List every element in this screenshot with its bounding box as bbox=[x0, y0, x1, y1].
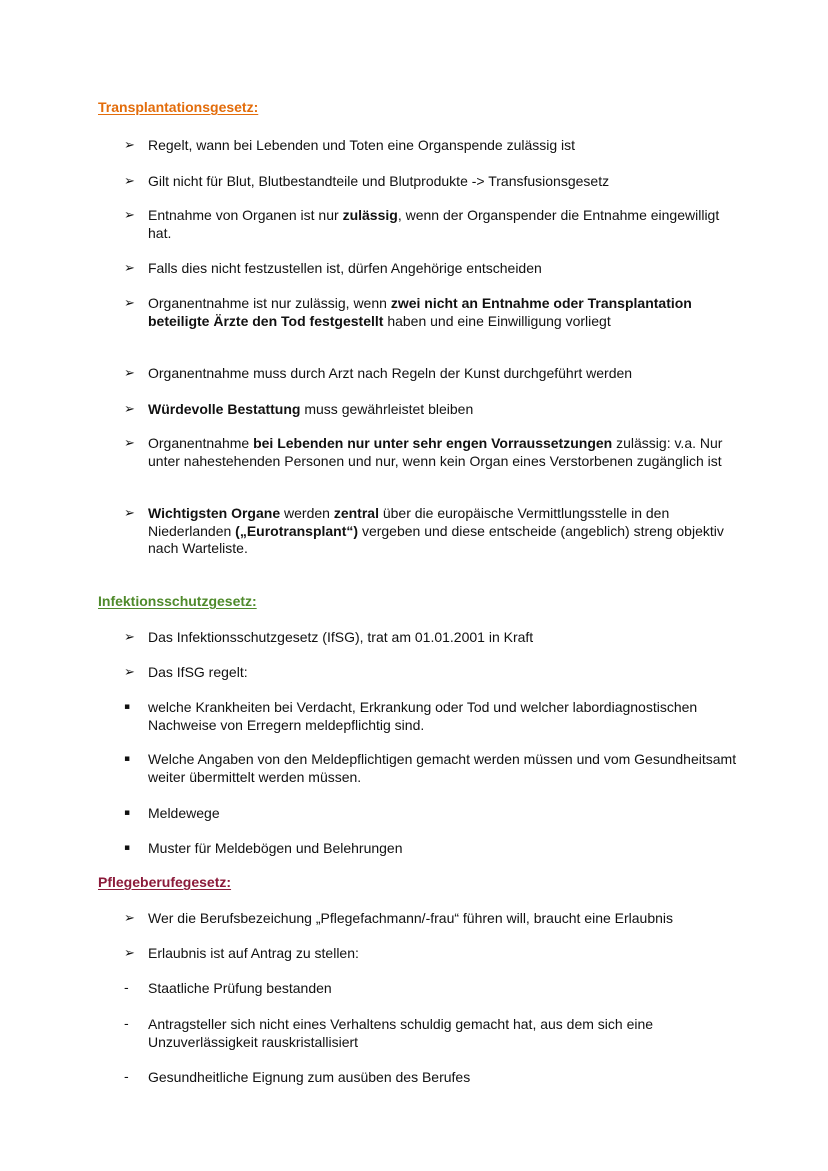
square-bullet-icon: ▪ bbox=[124, 702, 131, 712]
square-bullet-icon: ▪ bbox=[124, 843, 131, 853]
bold-text: Würdevolle Bestattung bbox=[148, 401, 301, 417]
arrow-bullet-icon: ➢ bbox=[124, 946, 135, 961]
list-item-text bbox=[148, 910, 738, 928]
list-item-text bbox=[148, 295, 738, 330]
bold-text: zulässig bbox=[342, 207, 398, 223]
text-run: Entnahme von Organen ist nur bbox=[148, 207, 343, 223]
section-heading-transplantation: Transplantationsgesetz: bbox=[98, 99, 259, 115]
list-item-text bbox=[148, 840, 738, 858]
text-run: Gesundheitliche Eignung zum ausüben des Berufes bbox=[148, 1069, 471, 1085]
text-run: Organentnahme muss durch Arzt nach Regeln der Kunst durchgeführt werden bbox=[148, 365, 633, 381]
arrow-bullet-icon: ➢ bbox=[124, 402, 135, 417]
section-heading-pflege: Pflegeberufegesetz: bbox=[98, 874, 232, 890]
list-item-text bbox=[148, 664, 738, 682]
text-run: Regelt, wann bei Lebenden und Toten eine Organspende zulässig ist bbox=[148, 137, 576, 153]
text-run: Wer die Berufsbezeichung „Pflegefachmann/-frau“ führen will, braucht eine Erlaubnis bbox=[148, 910, 674, 926]
text-run: haben und eine Einwilligung vorliegt bbox=[383, 312, 611, 329]
arrow-bullet-icon: ➢ bbox=[124, 911, 135, 926]
text-run: Organentnahme bbox=[148, 435, 254, 451]
list-item-text bbox=[148, 435, 738, 470]
section-heading-infektion: Infektionsschutzgesetz: bbox=[98, 593, 257, 609]
list-item-text bbox=[148, 699, 738, 734]
text-run: , wenn der Organspender die Entnahme eingewilligt hat. bbox=[148, 207, 720, 241]
text-run: Meldewege bbox=[148, 805, 220, 821]
bold-text: zwei nicht an Entnahme oder Transplantation beteiligte Ärzte den Tod festgestellt bbox=[148, 295, 692, 329]
bold-text: Wichtigsten Organe bbox=[148, 505, 281, 521]
arrow-bullet-icon: ➢ bbox=[124, 296, 135, 311]
arrow-bullet-icon: ➢ bbox=[124, 261, 135, 276]
dash-bullet-icon: - bbox=[124, 1017, 129, 1032]
arrow-bullet-icon: ➢ bbox=[124, 174, 135, 189]
bold-text: bei Lebenden nur unter sehr engen Vorraussetzungen bbox=[253, 435, 613, 451]
text-run: Organentnahme ist nur zulässig, wenn bbox=[148, 295, 391, 311]
arrow-bullet-icon: ➢ bbox=[124, 366, 135, 381]
arrow-bullet-icon: ➢ bbox=[124, 630, 135, 645]
list-item-text bbox=[148, 207, 738, 242]
text-run: muss gewährleistet bleiben bbox=[300, 401, 474, 417]
dash-bullet-icon: - bbox=[124, 981, 129, 996]
bold-text: zentral bbox=[333, 505, 379, 521]
text-run: Falls dies nicht festzustellen ist, dürfen Angehörige entscheiden bbox=[148, 260, 542, 276]
text-run: werden bbox=[280, 505, 334, 521]
arrow-bullet-icon: ➢ bbox=[124, 436, 135, 451]
text-run: Gilt nicht für Blut, Blutbestandteile und Blutprodukte -> Transfusionsgesetz bbox=[148, 173, 610, 189]
text-run: vergeben und diese entscheide (angeblich) streng objektiv nach Warteliste. bbox=[148, 522, 724, 556]
list-item-text bbox=[148, 805, 738, 823]
list-item-text bbox=[148, 401, 738, 419]
list-item-text bbox=[148, 505, 738, 558]
text-run: Staatliche Prüfung bestanden bbox=[148, 980, 332, 996]
list-item-text bbox=[148, 980, 738, 998]
dash-bullet-icon: - bbox=[124, 1070, 129, 1085]
text-run: Welche Angaben von den Meldepflichtigen gemacht werden müssen und vom Gesundheitsamt weiter übermittelt werden müssen. bbox=[148, 751, 737, 785]
list-item-text bbox=[148, 173, 738, 191]
bold-text: („Eurotransplant“) bbox=[235, 522, 359, 539]
list-item-text bbox=[148, 260, 738, 278]
text-run: Muster für Meldebögen und Belehrungen bbox=[148, 840, 403, 856]
text-run: über die europäische Vermittlungsstelle in den Niederlanden bbox=[148, 505, 670, 539]
arrow-bullet-icon: ➢ bbox=[124, 208, 135, 223]
text-run: zulässig: v.a. Nur unter nahestehenden Personen und nur, wenn kein Organ eines Verstorbenen zugänglich ist bbox=[148, 435, 723, 469]
list-item-text bbox=[148, 137, 738, 155]
list-item-text bbox=[148, 365, 738, 383]
square-bullet-icon: ▪ bbox=[124, 808, 131, 818]
text-run: Das Infektionsschutzgesetz (IfSG), trat am 01.01.2001 in Kraft bbox=[148, 629, 534, 645]
text-run: Das IfSG regelt: bbox=[148, 664, 248, 680]
arrow-bullet-icon: ➢ bbox=[124, 138, 135, 153]
text-run: Antragsteller sich nicht eines Verhaltens schuldig gemacht hat, aus dem sich eine Unzuverlässigkeit rauskristallisiert bbox=[148, 1016, 654, 1050]
text-run: welche Krankheiten bei Verdacht, Erkrankung oder Tod und welcher labordiagnostischen Nachweise von Erregern meldepflichtig sind. bbox=[148, 699, 698, 733]
arrow-bullet-icon: ➢ bbox=[124, 506, 135, 521]
list-item-text bbox=[148, 751, 738, 786]
list-item-text bbox=[148, 1016, 738, 1051]
list-item-text bbox=[148, 1069, 738, 1087]
list-item-text bbox=[148, 945, 738, 963]
text-run: Erlaubnis ist auf Antrag zu stellen: bbox=[148, 945, 359, 961]
arrow-bullet-icon: ➢ bbox=[124, 665, 135, 680]
list-item-text bbox=[148, 629, 738, 647]
square-bullet-icon: ▪ bbox=[124, 754, 131, 764]
